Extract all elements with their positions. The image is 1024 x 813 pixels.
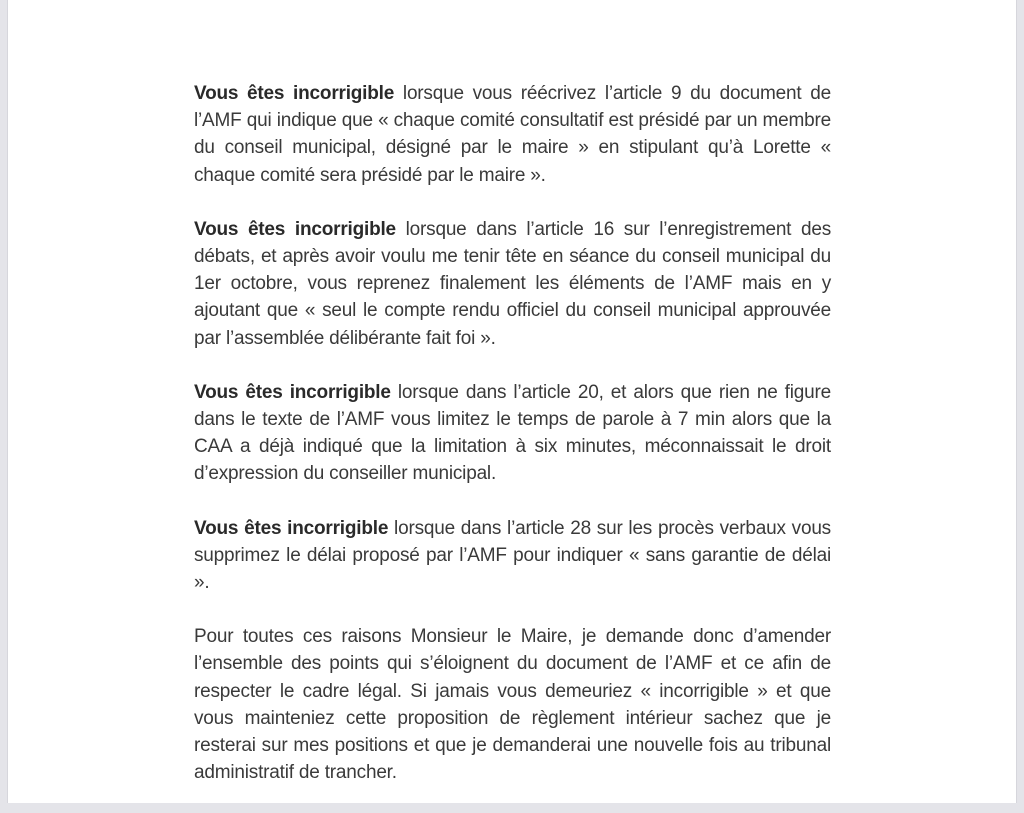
- document-body: [194, 80, 831, 813]
- paragraph-text: lorsque dans l’article 16 sur l’enregistrement des débats, et après avoir voulu me tenir tête en séance du conseil municipal du 1er octobre, vous reprenez finalement les éléments de l’AMF mais en y ajoutant que « seul le compte rendu officiel du conseil municipal approuvée par l’assemblée délibérante fait foi ».: [194, 218, 831, 349]
- document-page: [7, 0, 1017, 803]
- paragraph-text: lorsque dans l’article 20, et alors que rien ne figure dans le texte de l’AMF vous limitez le temps de parole à 7 min alors que la CAA a déjà indiqué que la limitation à six minutes, méconnaissait le droit d’expression du conseiller municipal.: [194, 381, 831, 485]
- paragraph-article-9: [194, 80, 831, 189]
- paragraph-lead: Vous êtes incorrigible: [194, 83, 395, 104]
- paragraph-lead: Vous êtes incorrigible: [194, 517, 389, 539]
- paragraph-lead: Vous êtes incorrigible: [194, 218, 396, 240]
- paragraph-text: Pour toutes ces raisons Monsieur le Maire, je demande donc d’amender l’ensemble des points qui s’éloignent du document de l’AMF et ce afin de respecter le cadre légal. Si jamais vous demeuriez « incorrigible » et que vous mainteniez cette proposition de règlement intérieur sachez que je resterai sur mes positions et que je demanderai une nouvelle fois au tribunal administratif de trancher.: [194, 626, 831, 784]
- paragraph-conclusion: [194, 623, 831, 786]
- paragraph-article-28: [194, 515, 831, 597]
- paragraph-text: lorsque vous réécrivez l’article 9 du document de l’AMF qui indique que « chaque comité consultatif est présidé par un membre du conseil municipal, désigné par le maire » en stipulant qu’à Lorette « chaque comité sera présidé par le maire ».: [194, 83, 831, 186]
- paragraph-article-20: [194, 379, 831, 488]
- paragraph-lead: Vous êtes incorrigible: [194, 381, 391, 403]
- paragraph-article-16: [194, 216, 831, 352]
- paragraph-text: lorsque dans l’article 28 sur les procès verbaux vous supprimez le délai proposé par l’AMF pour indiquer « sans garantie de délai ».: [194, 517, 831, 594]
